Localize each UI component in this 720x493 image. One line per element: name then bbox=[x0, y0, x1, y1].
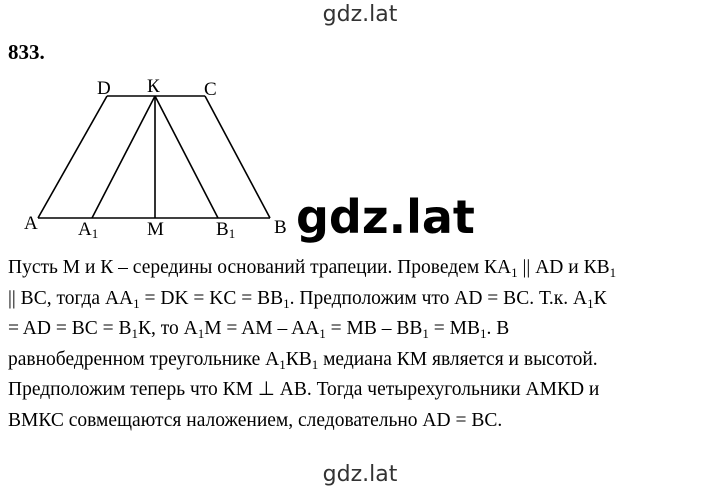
side-ad bbox=[38, 96, 107, 218]
side-bc bbox=[205, 96, 270, 218]
watermark-bottom: gdz.lat bbox=[322, 462, 398, 487]
label-a: A bbox=[24, 213, 38, 234]
watermark-top: gdz.lat bbox=[322, 2, 398, 27]
solution-line-1: Пусть М и К – середины оснований трапеции. Проведем $КА_1$ || AD и $КВ_1$ bbox=[8, 257, 617, 280]
solution-line-4: равнобедренном треугольнике $A_1КВ_1$ медиана КМ является и высотой. bbox=[8, 348, 598, 372]
label-d: D bbox=[97, 78, 111, 99]
label-k: К bbox=[147, 76, 160, 97]
solution-line-2: || ВС, тогда $АА_1$ = DK = KC = $BB_1$. Предположим что AD = BC. Т.к. $A_1К$ bbox=[8, 287, 607, 311]
label-m: M bbox=[147, 219, 164, 240]
problem-number: 833. bbox=[8, 40, 45, 64]
segment-ka1 bbox=[92, 96, 155, 218]
label-c: C bbox=[204, 79, 217, 100]
label-a1: $A_1$ bbox=[78, 219, 99, 241]
label-b1: $B_1$ bbox=[216, 219, 236, 241]
segment-kb1 bbox=[155, 96, 218, 218]
solution-line-6: ВМКС совмещаются наложением, следовательно AD = BC. bbox=[8, 409, 503, 431]
solution-line-3: = AD = BC = $B_1К$, то $A_1M$ = AM – $AA_1$ = MB – $BB_1 = MB_1$. В bbox=[8, 318, 510, 341]
label-b: B bbox=[274, 217, 287, 238]
solution-text bbox=[8, 253, 714, 436]
watermark-center: gdz.lat bbox=[296, 190, 475, 244]
solution-line-5: Предположим теперь что КМ ⊥ АВ. Тогда четырехугольники АМКD и bbox=[8, 379, 600, 400]
